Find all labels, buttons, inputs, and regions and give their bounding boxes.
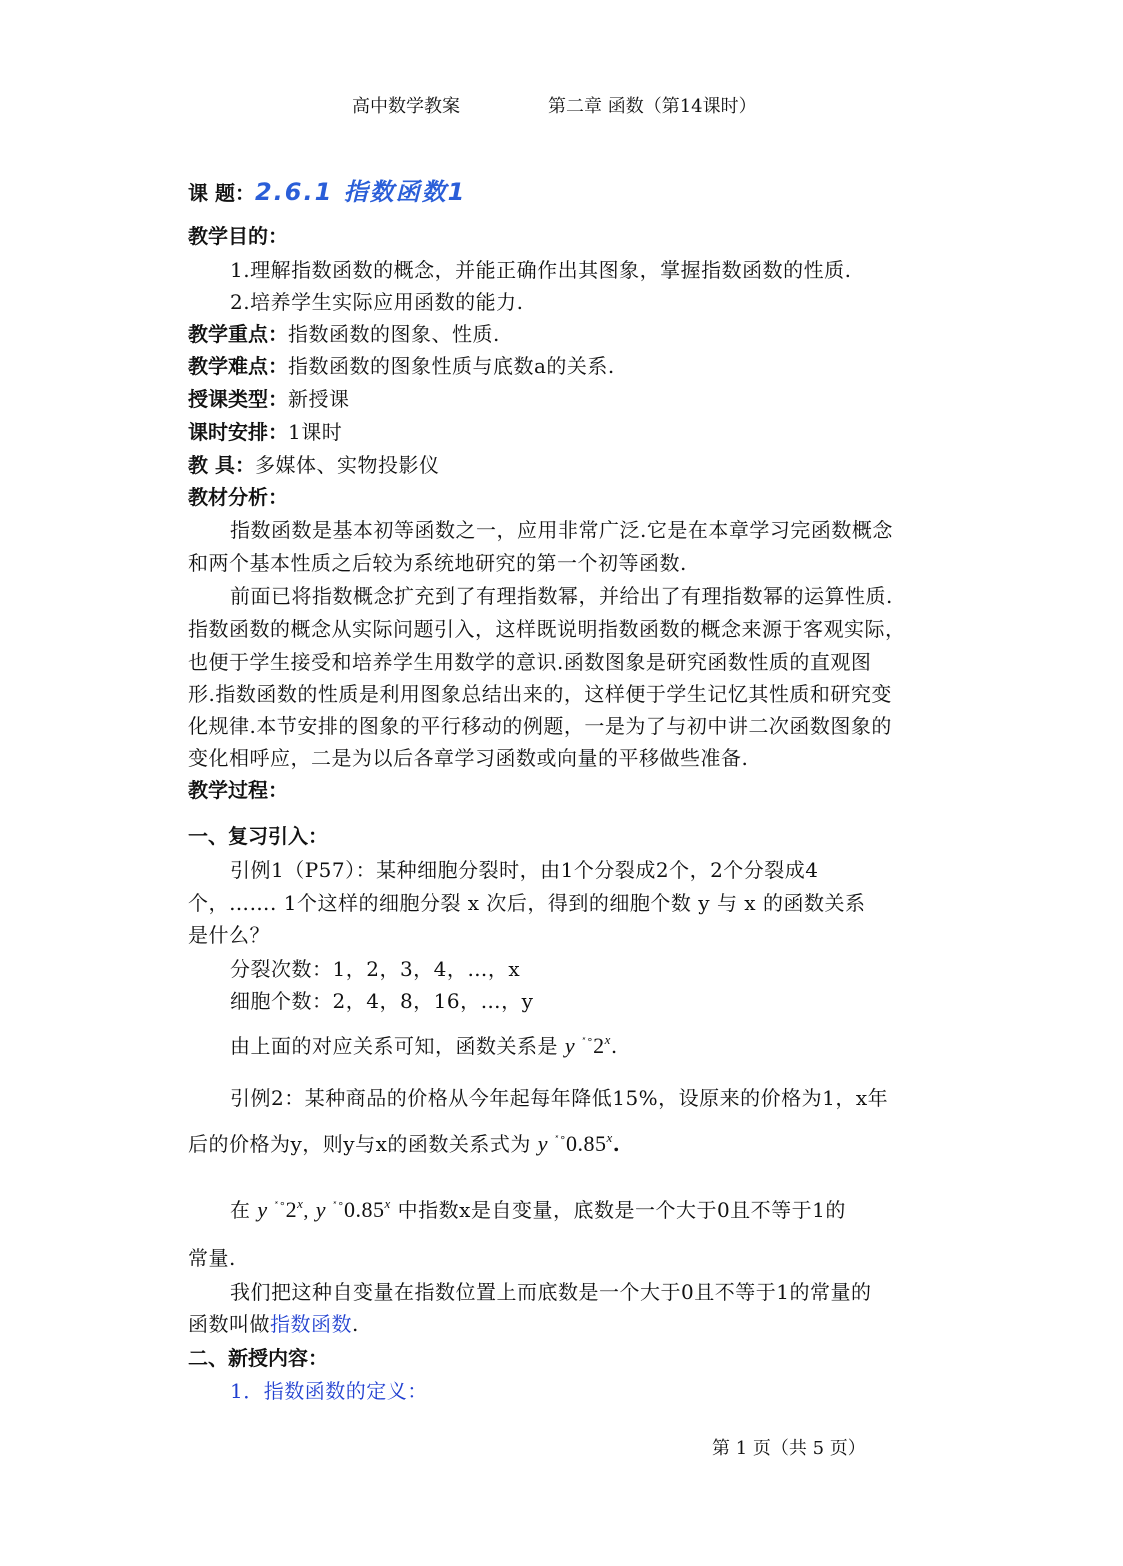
example2-prefix: 后的价格为y，则y与x的函数关系式为	[188, 1132, 531, 1156]
lesson-type-row	[188, 383, 350, 412]
header-left: 高中数学教案	[352, 96, 460, 117]
equals-glyph: ˟°	[332, 1200, 345, 1213]
exponent-note-prefix: 在	[230, 1198, 251, 1222]
objective-1: 1.理解指数函数的概念，并能正确作出其图象，掌握指数函数的性质.	[230, 258, 852, 282]
header-right: 第二章 函数（第14课时）	[548, 96, 757, 117]
tools-text: 多媒体、实物投影仪	[254, 453, 440, 477]
objectives-label: 教学目的：	[188, 224, 288, 248]
equals-glyph: ˟°	[273, 1200, 286, 1213]
formula-y-085x: y ˟°0.85$^x$	[537, 1130, 613, 1156]
exponent-note-suffix: 中指数x是自变量，底数是一个大于0且不等于1的	[397, 1198, 846, 1222]
process-label: 教学过程：	[188, 778, 288, 802]
objective-2: 2.培养学生实际应用函数的能力.	[230, 290, 524, 314]
lesson-type-label: 授课类型：	[188, 387, 288, 411]
relation-prefix: 由上面的对应关系可知，函数关系是	[230, 1034, 558, 1058]
difficulty-row	[188, 350, 615, 379]
relation-line: 由上面的对应关系可知，函数关系是 y ˟°2$^x$.	[230, 1032, 618, 1058]
page-footer: 第 1 页（共 5 页）	[712, 1438, 866, 1459]
analysis-line: 形.指数函数的性质是利用图象总结出来的，这样便于学生记忆其性质和研究变	[188, 682, 892, 706]
key-point-label: 教学重点：	[188, 322, 288, 346]
analysis-line: 前面已将指数概念扩充到了有理指数幂，并给出了有理指数幂的运算性质.	[230, 584, 893, 608]
definition-line: 函数叫做指数函数.	[188, 1312, 359, 1336]
example1-line: 引例1（P57）：某种细胞分裂时，由1个分裂成2个，2个分裂成4	[230, 858, 819, 882]
analysis-line: 和两个基本性质之后较为系统地研究的第一个初等函数.	[188, 551, 687, 575]
exponent-note-line2: 常量.	[188, 1246, 236, 1270]
schedule-row	[188, 416, 342, 445]
section2-heading: 二、新授内容：	[188, 1346, 328, 1370]
formula-y-2x: y ˟°2$^x$	[257, 1196, 304, 1222]
analysis-label: 教材分析：	[188, 485, 288, 509]
tools-row	[188, 449, 439, 478]
formula-y-085x: y ˟°0.85$^x$	[315, 1196, 391, 1222]
title-text: 2.6.1 指数函数1	[254, 178, 467, 206]
formula-y-2x: y ˟°2$^x$	[564, 1032, 611, 1058]
section2-item1: 1．指数函数的定义：	[230, 1379, 428, 1403]
analysis-line: 指数函数的概念从实际问题引入，这样既说明指数函数的概念来源于客观实际，	[188, 617, 906, 641]
analysis-line: 化规律.本节安排的图象的平行移动的例题，一是为了与初中讲二次函数图象的	[188, 714, 892, 738]
key-point-row	[188, 318, 500, 347]
example1-line: 是什么？	[188, 923, 270, 947]
cell-count-row: 细胞个数：2，4，8，16，…，y	[230, 989, 534, 1013]
schedule-text: 1课时	[288, 420, 343, 444]
difficulty-label: 教学难点：	[188, 354, 288, 378]
example1-line: 个，……. 1个这样的细胞分裂 x 次后，得到的细胞个数 y 与 x 的函数关系	[188, 891, 866, 915]
equals-glyph: ˟°	[554, 1134, 567, 1147]
example2-line: 引例2：某种商品的价格从今年起每年降低15%，设原来的价格为1，x年	[230, 1086, 889, 1110]
lesson-title	[188, 172, 466, 207]
lesson-type-text: 新授课	[288, 387, 350, 411]
definition-term: 指数函数	[270, 1312, 352, 1336]
key-point-text: 指数函数的图象、性质.	[288, 322, 500, 346]
exponent-note-line: 在 y ˟°2$^x$, y ˟°0.85$^x$ 中指数x是自变量，底数是一个大于0且不等于1的	[230, 1196, 846, 1222]
analysis-line: 指数函数是基本初等函数之一，应用非常广泛.它是在本章学习完函数概念	[230, 518, 893, 542]
schedule-label: 课时安排：	[188, 420, 288, 444]
section1-heading: 一、复习引入：	[188, 824, 328, 848]
example2-line: 后的价格为y，则y与x的函数关系式为 y ˟°0.85$^x$.	[188, 1130, 621, 1156]
definition-line: 我们把这种自变量在指数位置上而底数是一个大于0且不等于1的常量的	[230, 1280, 872, 1304]
tools-label: 教 具：	[188, 453, 255, 477]
equals-glyph: ˟°	[581, 1036, 594, 1049]
difficulty-text: 指数函数的图象性质与底数a的关系.	[288, 354, 615, 378]
analysis-line: 也便于学生接受和培养学生用数学的意识.函数图象是研究函数性质的直观图	[188, 650, 872, 674]
division-count-row: 分裂次数：1，2，3，4，…，x	[230, 957, 521, 981]
title-label: 课 题：	[188, 181, 255, 205]
analysis-line: 变化相呼应，二是为以后各章学习函数或向量的平移做些准备.	[188, 746, 749, 770]
